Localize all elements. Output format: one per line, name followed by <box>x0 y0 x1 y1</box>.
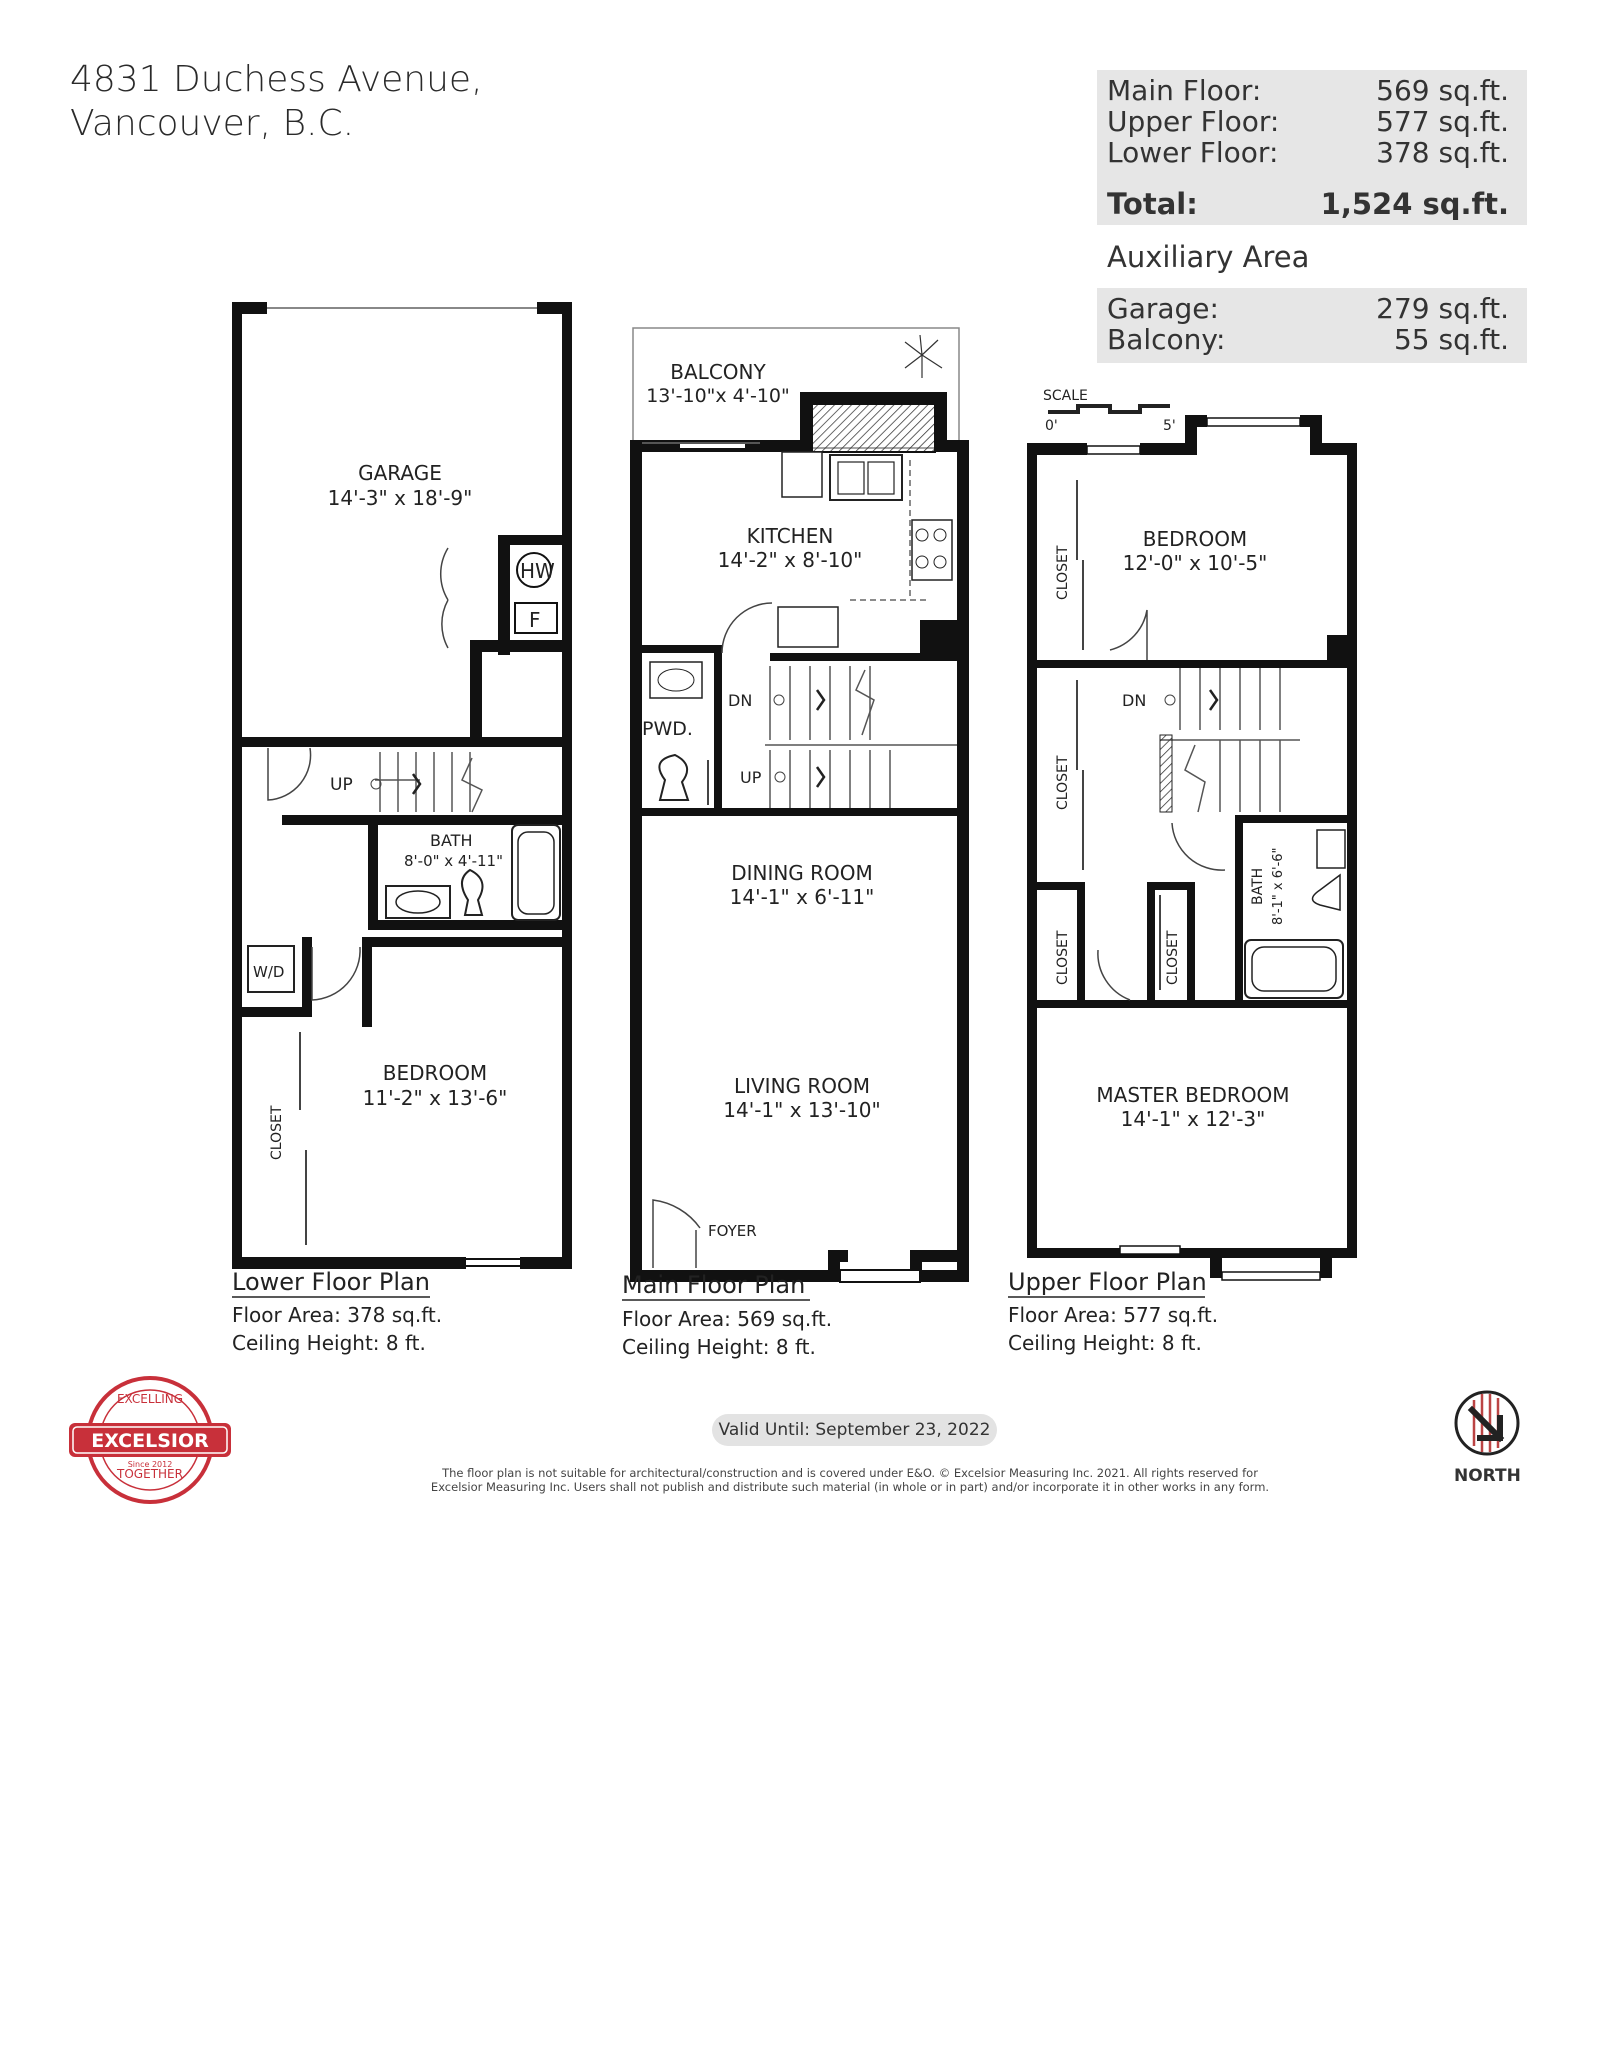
north-label: NORTH <box>1454 1466 1521 1486</box>
svg-text:TOGETHER: TOGETHER <box>117 1467 183 1481</box>
svg-text:11'-2" x 13'-6": 11'-2" x 13'-6" <box>362 1086 508 1110</box>
svg-text:BEDROOM: BEDROOM <box>1142 527 1248 551</box>
total-label: Total: <box>1107 187 1198 221</box>
valid-until-badge: Valid Until: September 23, 2022 <box>712 1414 997 1446</box>
address-line-1: 4831 Duchess Avenue, <box>70 59 483 100</box>
balcony-area-row: Balcony: 55 sq.ft. <box>1107 323 1509 356</box>
svg-text:CLOSET: CLOSET <box>1055 545 1071 600</box>
svg-text:CLOSET: CLOSET <box>1055 755 1071 810</box>
upper-floor-plan <box>1027 415 1357 1280</box>
svg-text:EXCELSIOR: EXCELSIOR <box>91 1430 209 1452</box>
address-line-2: Vancouver, B.C. <box>70 103 355 144</box>
upper-floor-ceiling: Ceiling Height: 8 ft. <box>1008 1331 1202 1355</box>
lower-floor-plan <box>232 302 572 1271</box>
svg-text:F: F <box>529 608 541 632</box>
svg-text:5': 5' <box>1163 418 1176 434</box>
svg-text:PWD.: PWD. <box>642 718 693 740</box>
svg-text:HW: HW <box>520 559 555 583</box>
lower-floor-area: Floor Area: 378 sq.ft. <box>232 1303 443 1327</box>
svg-text:BALCONY: BALCONY <box>670 360 766 384</box>
main-floor-area: Floor Area: 569 sq.ft. <box>622 1307 833 1331</box>
svg-text:UP: UP <box>740 768 762 787</box>
svg-text:SCALE: SCALE <box>1043 388 1088 404</box>
svg-text:0': 0' <box>1045 418 1058 434</box>
svg-text:GARAGE: GARAGE <box>358 461 442 485</box>
lower-floor-title: Lower Floor Plan <box>232 1268 430 1296</box>
svg-text:CLOSET: CLOSET <box>269 1105 285 1160</box>
svg-text:EXCELLING: EXCELLING <box>116 1392 184 1406</box>
svg-text:CLOSET: CLOSET <box>1165 930 1181 985</box>
svg-text:14'-3" x 18'-9": 14'-3" x 18'-9" <box>327 486 473 510</box>
svg-text:BEDROOM: BEDROOM <box>382 1061 488 1085</box>
svg-text:13'-10"x 4'-10": 13'-10"x 4'-10" <box>646 385 790 407</box>
svg-text:14'-1" x 13'-10": 14'-1" x 13'-10" <box>723 1098 881 1122</box>
excelsior-logo <box>65 1365 235 1515</box>
svg-text:DN: DN <box>1122 691 1147 710</box>
main-floor-title: Main Floor Plan <box>622 1271 806 1299</box>
scale-bar <box>1043 388 1176 434</box>
plan-captions <box>232 1268 1218 1359</box>
lower-floor-ceiling: Ceiling Height: 8 ft. <box>232 1331 426 1355</box>
svg-text:Since 2012: Since 2012 <box>127 1460 173 1469</box>
upper-floor-title: Upper Floor Plan <box>1008 1268 1207 1296</box>
svg-text:14'-2" x 8'-10": 14'-2" x 8'-10" <box>717 548 863 572</box>
disclaimer: The floor plan is not suitable for architectural/construction and is covered under E&O. © Excelsior Measuring Inc. 2021. All rights reserved for Excelsior Measuring Inc. Users shall not publish and distribute such material (in whole or in part) and/or incorporate it in other works in any form. <box>430 1466 1270 1494</box>
main-floor-area-row: Main Floor: 569 sq.ft. <box>1107 74 1509 107</box>
upper-floor-area-row: Upper Floor: 577 sq.ft. <box>1107 105 1509 138</box>
total-value: 1,524 sq.ft. <box>1320 187 1509 221</box>
main-floor-plan <box>630 328 969 1282</box>
svg-text:12'-0" x 10'-5": 12'-0" x 10'-5" <box>1122 551 1268 575</box>
garage-area-row: Garage: 279 sq.ft. <box>1107 292 1509 325</box>
svg-text:LIVING ROOM: LIVING ROOM <box>733 1074 871 1098</box>
svg-text:CLOSET: CLOSET <box>1055 930 1071 985</box>
svg-text:FOYER: FOYER <box>708 1222 757 1240</box>
auxiliary-area-title: Auxiliary Area <box>1107 240 1310 274</box>
svg-text:14'-1" x 6'-11": 14'-1" x 6'-11" <box>729 885 875 909</box>
svg-text:UP: UP <box>330 775 353 795</box>
svg-text:KITCHEN: KITCHEN <box>746 524 834 548</box>
svg-text:DINING ROOM: DINING ROOM <box>731 861 873 885</box>
svg-text:DN: DN <box>728 691 753 710</box>
svg-text:MASTER BEDROOM: MASTER BEDROOM <box>1096 1083 1290 1107</box>
svg-text:8'-1" x 6'-6": 8'-1" x 6'-6" <box>1271 847 1286 925</box>
north-compass-icon <box>1452 1388 1522 1458</box>
lower-floor-area-row: Lower Floor: 378 sq.ft. <box>1107 136 1509 169</box>
svg-text:BATH: BATH <box>1250 867 1266 905</box>
svg-text:8'-0" x 4'-11": 8'-0" x 4'-11" <box>404 852 504 870</box>
svg-text:W/D: W/D <box>253 963 285 981</box>
svg-text:BATH: BATH <box>430 831 473 850</box>
upper-floor-area: Floor Area: 577 sq.ft. <box>1008 1303 1219 1327</box>
main-floor-ceiling: Ceiling Height: 8 ft. <box>622 1335 816 1359</box>
svg-text:14'-1" x 12'-3": 14'-1" x 12'-3" <box>1120 1107 1266 1131</box>
